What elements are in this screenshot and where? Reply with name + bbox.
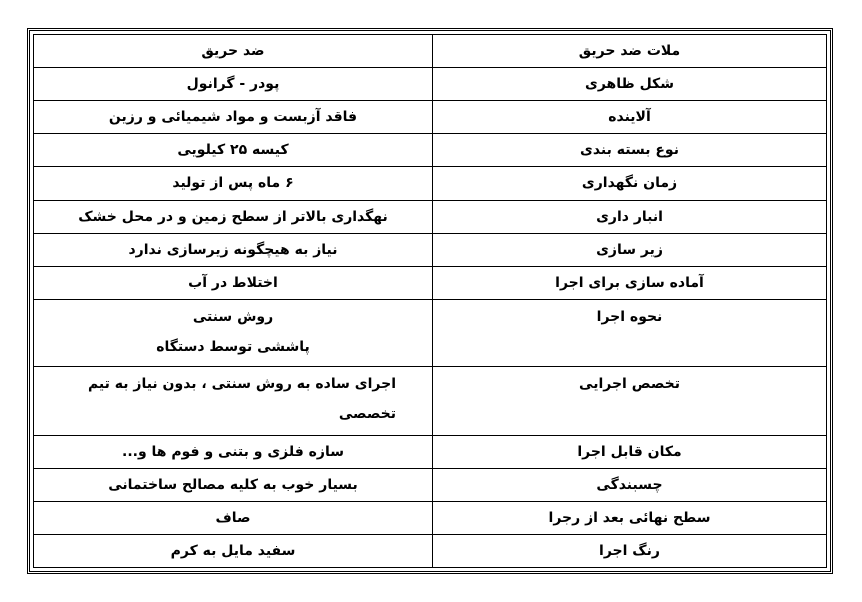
row-label: سطح نهائی بعد از رجرا <box>433 501 827 534</box>
table-row <box>34 435 827 468</box>
specification-table <box>33 34 827 568</box>
row-label: نوع بسته بندی <box>433 134 827 167</box>
row-label: زیر سازی <box>433 233 827 266</box>
row-label: آلاینده <box>433 101 827 134</box>
row-label: آماده سازی برای اجرا <box>433 266 827 299</box>
row-value-line: پاششی توسط دستگاه <box>156 338 310 355</box>
header-value: ضد حریق <box>34 35 433 68</box>
row-label: تخصص اجرایی <box>433 367 827 435</box>
table-row <box>34 101 827 134</box>
row-label: شکل ظاهری <box>433 68 827 101</box>
table-row <box>34 200 827 233</box>
row-label: چسبندگی <box>433 468 827 501</box>
table-row <box>34 501 827 534</box>
table-row <box>34 534 827 567</box>
row-value-line: اجرای ساده به روش سنتی ، بدون نیاز به تیم <box>87 376 396 393</box>
row-value: نهگداری بالاتر از سطح زمین و در محل خشک <box>34 200 433 233</box>
row-value: بسیار خوب به کلیه مصالح ساختمانی <box>34 468 433 501</box>
row-label: رنگ اجرا <box>433 534 827 567</box>
row-value-line: تخصصی <box>338 406 396 423</box>
row-label: مکان قابل اجرا <box>433 435 827 468</box>
row-value: سازه فلزی و بتنی و فوم ها و... <box>34 435 433 468</box>
table-row <box>34 68 827 101</box>
table-header-row <box>34 35 827 68</box>
table-row <box>34 367 827 435</box>
table-row <box>34 299 827 366</box>
table-row <box>34 468 827 501</box>
table-frame <box>27 28 833 574</box>
table-row <box>34 266 827 299</box>
row-value: اختلاط در آب <box>34 266 433 299</box>
table-row <box>34 167 827 200</box>
table-row <box>34 134 827 167</box>
row-value <box>34 299 433 366</box>
row-label: انبار داری <box>433 200 827 233</box>
row-value <box>34 367 433 435</box>
row-label: نحوه اجرا <box>433 299 827 366</box>
table-row <box>34 233 827 266</box>
row-value: صاف <box>34 501 433 534</box>
header-property: ملات ضد حریق <box>433 35 827 68</box>
row-value-line: روش سنتی <box>192 308 274 325</box>
row-value: ۶ ماه پس از تولید <box>34 167 433 200</box>
row-label: زمان نگهداری <box>433 167 827 200</box>
row-value: نیاز به هیچگونه زیرسازی ندارد <box>34 233 433 266</box>
row-value: کیسه ۲۵ کیلویی <box>34 134 433 167</box>
row-value: سفید مایل به کرم <box>34 534 433 567</box>
row-value: پودر - گرانول <box>34 68 433 101</box>
row-value: فاقد آزبست و مواد شیمیائی و رزین <box>34 101 433 134</box>
